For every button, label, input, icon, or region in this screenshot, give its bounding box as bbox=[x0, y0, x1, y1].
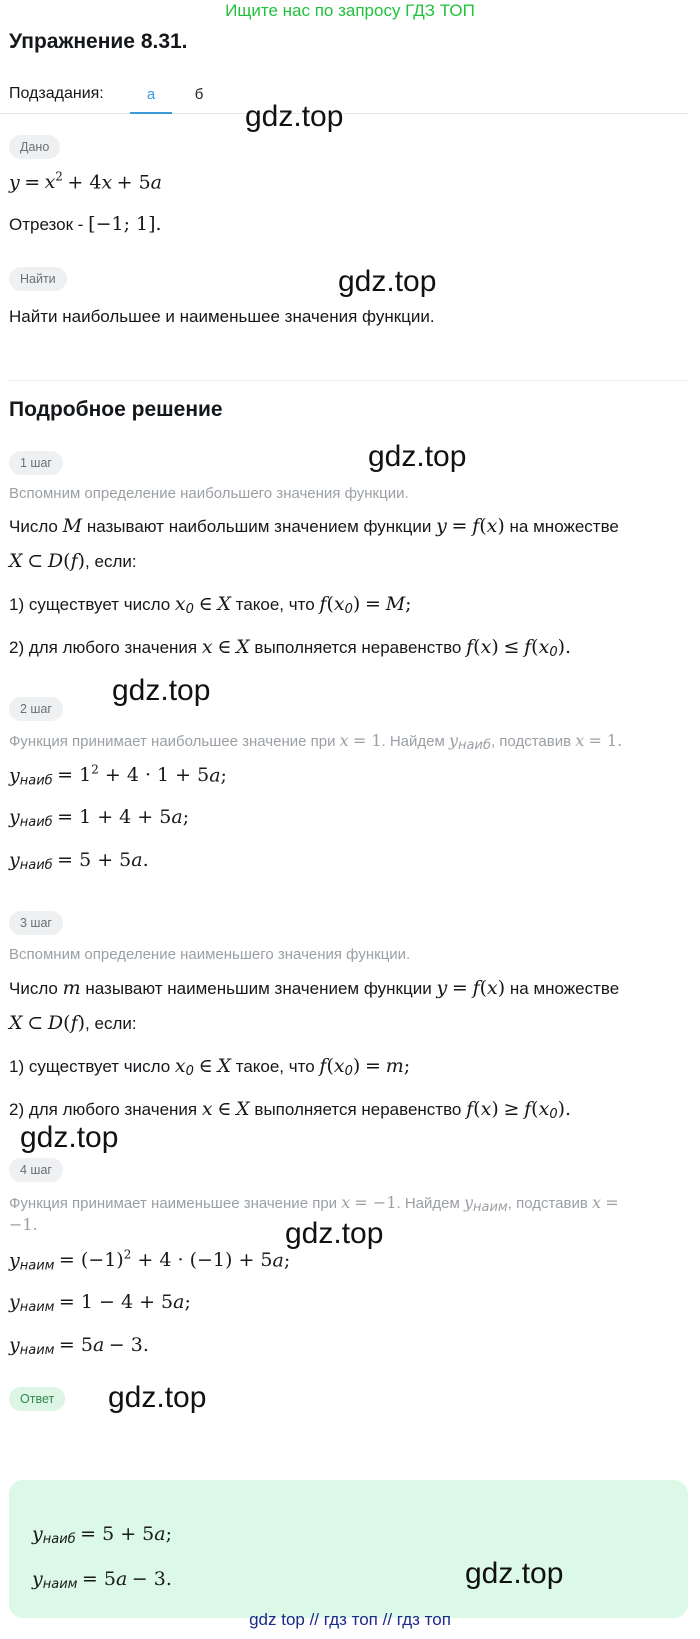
exercise-title: Упражнение 8.31. bbox=[9, 30, 188, 53]
watermark: gdz.top bbox=[338, 265, 437, 298]
active-tab-indicator bbox=[130, 112, 172, 114]
watermark: gdz.top bbox=[285, 1217, 384, 1250]
step-2-eq-3: $y_{наиб} = 5 + 5a$. bbox=[9, 849, 149, 873]
step-3-line-4: 2) для любого значения x ∈ X выполняется неравенство $f(x) \ge f(x_0)$. bbox=[9, 1098, 572, 1122]
step-2-hint: Функция принимает наибольшее значение при x = 1. Найдем yнаиб, подставив x = 1. bbox=[9, 731, 623, 753]
step-3-line-1: Число m называют наименьшим значением функции y = f(x) на множестве bbox=[9, 977, 620, 999]
step-3-pill: 3 шаг bbox=[9, 911, 63, 935]
tabs-divider bbox=[0, 113, 688, 114]
answer-max: $y_{наиб} = 5 + 5a$; bbox=[32, 1523, 172, 1547]
step-2-eq-2: $y_{наиб} = 1 + 4 + 5a$; bbox=[9, 806, 190, 830]
watermark: gdz.top bbox=[20, 1121, 119, 1154]
watermark: gdz.top bbox=[108, 1381, 207, 1414]
step-4-eq-2: $y_{наим} = 1 - 4 + 5a$; bbox=[9, 1291, 191, 1315]
find-text: Найти наибольшее и наименьшее значения функции. bbox=[9, 307, 435, 326]
step-1-line-4: 2) для любого значения x ∈ X выполняется неравенство $f(x) \le f(x_0)$. bbox=[9, 636, 572, 660]
section-divider bbox=[9, 380, 688, 381]
tab-subtask-b[interactable]: б bbox=[194, 86, 204, 103]
step-4-eq-1: $y_{наим} = (-1)^2 + 4 \cdot (-1) + 5a$; bbox=[9, 1248, 291, 1274]
watermark: gdz.top bbox=[368, 440, 467, 473]
top-banner[interactable]: Ищите нас по запросу ГДЗ ТОП bbox=[225, 1, 475, 20]
tab-subtask-a[interactable]: а bbox=[146, 86, 156, 103]
given-pill: Дано bbox=[9, 135, 60, 159]
step-1-line-3: 1) существует число $x_0$ ∈ X такое, что $f(x_0) = M$; bbox=[9, 593, 412, 617]
step-4-eq-3: $y_{наим} = 5a - 3$. bbox=[9, 1334, 149, 1358]
step-4-hint: Функция принимает наименьшее значение при x = −1. Найдем yнаим, подставив x = bbox=[9, 1193, 619, 1215]
footer-links[interactable]: gdz top // гдз топ // гдз топ bbox=[249, 1610, 451, 1629]
step-1-line-1: Число M называют наибольшим значением функции y = f(x) на множестве bbox=[9, 515, 619, 537]
watermark: gdz.top bbox=[112, 674, 211, 707]
step-3-hint: Вспомним определение наименьшего значения функции. bbox=[9, 946, 411, 963]
step-2-pill: 2 шаг bbox=[9, 697, 63, 721]
subtasks-label: Подзадания: bbox=[9, 85, 104, 102]
answer-box bbox=[9, 1480, 688, 1618]
solution-title: Подробное решение bbox=[9, 398, 223, 421]
watermark: gdz.top bbox=[465, 1557, 564, 1590]
step-1-pill: 1 шаг bbox=[9, 451, 63, 475]
step-4-hint-cont: −1. bbox=[9, 1215, 38, 1234]
answer-pill: Ответ bbox=[9, 1387, 65, 1411]
step-3-line-3: 1) существует число $x_0$ ∈ X такое, что $f(x_0) = m$; bbox=[9, 1055, 411, 1079]
step-1-line-2: X ⊂ D(f), если: bbox=[9, 550, 137, 572]
step-1-hint: Вспомним определение наибольшего значения функции. bbox=[9, 485, 409, 502]
step-4-pill: 4 шаг bbox=[9, 1158, 63, 1182]
answer-min: $y_{наим} = 5a - 3$. bbox=[32, 1568, 172, 1592]
step-3-line-2: X ⊂ D(f), если: bbox=[9, 1012, 137, 1034]
watermark: gdz.top bbox=[245, 100, 344, 133]
step-2-eq-1: $y_{наиб} = 1^2 + 4 \cdot 1 + 5a$; bbox=[9, 763, 227, 789]
given-function: $y = x^2 + 4x + 5a$ bbox=[9, 170, 162, 194]
given-segment: Отрезок - [−1; 1]. bbox=[9, 213, 162, 235]
find-pill: Найти bbox=[9, 267, 67, 291]
